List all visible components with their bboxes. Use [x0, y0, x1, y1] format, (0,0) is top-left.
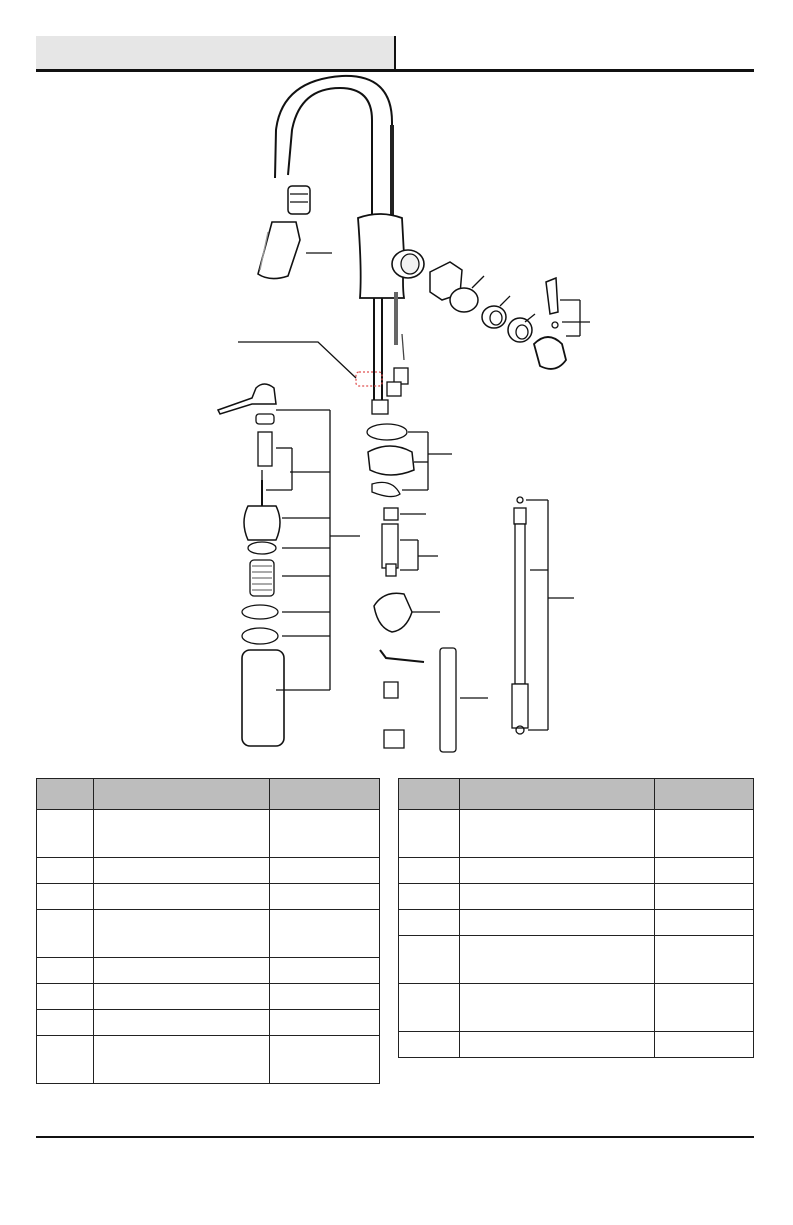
spray-head	[258, 186, 310, 279]
description-cell	[93, 858, 269, 884]
part-cell	[37, 1010, 94, 1036]
table-row	[37, 1036, 380, 1084]
escutcheon-parts	[367, 424, 452, 497]
table-row	[399, 910, 754, 936]
table-row	[37, 958, 380, 984]
description-cell	[459, 984, 654, 1032]
table-row	[37, 910, 380, 958]
qty-cell	[270, 810, 380, 858]
col-quantity	[655, 779, 754, 810]
col-quantity	[270, 779, 380, 810]
soap-dispenser-parts	[218, 384, 360, 746]
description-cell	[93, 884, 269, 910]
part-cell	[37, 1036, 94, 1084]
description-cell	[459, 810, 654, 858]
col-description	[459, 779, 654, 810]
table-row	[37, 1010, 380, 1036]
footer-rule	[36, 1136, 754, 1138]
part-cell	[399, 1032, 460, 1058]
qty-cell	[270, 858, 380, 884]
parts-table-left	[36, 778, 380, 1084]
table-row	[399, 884, 754, 910]
table-row	[37, 858, 380, 884]
table-row	[399, 984, 754, 1032]
table-row	[399, 1032, 754, 1058]
qty-cell	[270, 984, 380, 1010]
qty-cell	[655, 858, 754, 884]
col-part	[37, 779, 94, 810]
part-cell	[37, 810, 94, 858]
table-row	[37, 810, 380, 858]
parts-table-right	[398, 778, 754, 1058]
part-cell	[37, 958, 94, 984]
part-cell	[37, 858, 94, 884]
description-cell	[93, 984, 269, 1010]
description-cell	[459, 936, 654, 984]
col-part	[399, 779, 460, 810]
faucet-body	[358, 214, 424, 298]
description-cell	[459, 858, 654, 884]
part-cell	[399, 984, 460, 1032]
table-row	[399, 858, 754, 884]
qty-cell	[655, 1032, 754, 1058]
description-cell	[459, 884, 654, 910]
col-description	[93, 779, 269, 810]
part-cell	[399, 936, 460, 984]
part-cell	[37, 910, 94, 958]
mounting-parts	[374, 508, 488, 752]
qty-cell	[655, 936, 754, 984]
description-cell	[93, 1010, 269, 1036]
qty-cell	[270, 1010, 380, 1036]
part-cell	[399, 884, 460, 910]
qty-cell	[655, 984, 754, 1032]
flex-hose	[512, 497, 574, 734]
table-row	[399, 810, 754, 858]
table-row	[37, 884, 380, 910]
supply-lines	[372, 292, 408, 414]
qty-cell	[270, 910, 380, 958]
description-cell	[459, 1032, 654, 1058]
description-cell	[93, 810, 269, 858]
marker-pointer	[238, 342, 356, 378]
parts-table-header	[37, 779, 380, 810]
cartridge-assembly	[430, 262, 590, 369]
table-row	[37, 984, 380, 1010]
description-cell	[93, 1036, 269, 1084]
qty-cell	[270, 884, 380, 910]
section-header-tab	[36, 36, 394, 70]
part-cell	[399, 910, 460, 936]
parts-table-header	[399, 779, 754, 810]
description-cell	[459, 910, 654, 936]
qty-cell	[270, 1036, 380, 1084]
part-cell	[399, 858, 460, 884]
qty-cell	[270, 958, 380, 984]
part-cell	[399, 810, 460, 858]
description-cell	[93, 958, 269, 984]
qty-cell	[655, 810, 754, 858]
table-row	[399, 936, 754, 984]
qty-cell	[655, 884, 754, 910]
exploded-parts-diagram	[0, 72, 793, 762]
description-cell	[93, 910, 269, 958]
header-divider	[394, 36, 396, 72]
part-cell	[37, 884, 94, 910]
part-cell	[37, 984, 94, 1010]
qty-cell	[655, 910, 754, 936]
red-marker	[356, 372, 382, 386]
